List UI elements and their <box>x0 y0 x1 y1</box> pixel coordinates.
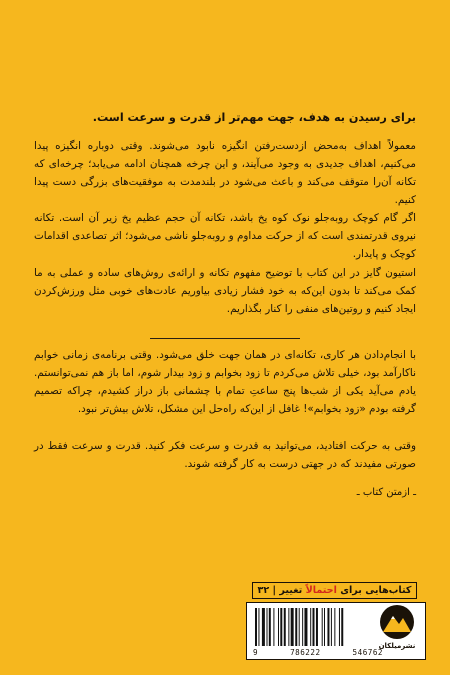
headline: برای رسیدن به هدف، جهت مهم‌تر از قدرت و سرعت است. <box>92 111 416 124</box>
isbn-group-1: 9 <box>253 648 259 657</box>
publisher-logo <box>372 604 422 652</box>
barcode-stripe <box>280 608 282 646</box>
section-divider <box>150 338 300 339</box>
series-accent-word: احتمالاً <box>305 585 337 596</box>
barcode-stripe <box>278 608 279 646</box>
isbn-group-2: 786222 <box>290 648 321 657</box>
barcode-stripe <box>273 608 274 646</box>
barcode-stripe <box>341 608 343 646</box>
barcode-stripe <box>262 608 265 646</box>
paragraph-4: با انجام‌دادن هر کاری، تکانه‌ای در همان جهت خلق می‌شود. وقتی برنامه‌ی زمانی خوابم ناکارآمد بود، خیلی تلاش می‌کردم تا زود بخوابم و زود بیدار شوم، اما باز هم نمی‌توانستم. یادم می‌آید یکی از شب‌ها پنج ساعتِ تمام با چشمانی باز دراز کشیدم، چراکه تصمیم گرفته بودم «زود بخوابم»! غافل از این‌که راه‌حل این مشکل، تلاش بیش‌تر نبود. <box>34 349 416 415</box>
paragraph-2: اگر گام کوچک روبه‌جلو نوک کوه یخ باشد، تکانه آن حجم عظیم یخ زیر آن است. تکانه نیروی قدرتمندی است که از حرکت مداوم و روبه‌جلو ناشی می‌شود؛ اثر تصاعدی اقدامات کوچک و پایدار. <box>34 212 416 260</box>
mountain-logo-icon <box>377 604 417 640</box>
barcode-stripe <box>269 608 271 646</box>
paragraph-1: معمولاً اهداف به‌محض ازدست‌رفتن انگیزه نابود می‌شوند. وقتی دوباره انگیزه پیدا می‌کنیم، اهداف جدیدی به وجود می‌آیند، و این چرخه همچنان ادامه می‌یابد؛ چرخه‌ای که تکانه آن‌را متوقف می‌کند و باعث می‌شود در بلندمدت به موفقیت‌های بزرگی دست پیدا کنیم. <box>34 140 416 206</box>
barcode-bars <box>255 608 383 646</box>
series-prefix: کتاب‌هایی برای <box>340 585 412 596</box>
barcode-stripe <box>310 608 311 646</box>
series-number: ۳۲ <box>257 585 270 596</box>
barcode-stripe <box>255 608 257 646</box>
barcode-stripe <box>324 608 325 646</box>
isbn-number <box>253 648 383 657</box>
barcode-stripe <box>313 608 315 646</box>
barcode-stripe <box>327 608 329 646</box>
isbn-group-3: 546762 <box>352 648 383 657</box>
paragraph-3: استیون گایز در این کتاب با توضیح مفهوم تکانه و ارائه‌ی روش‌های ساده و عملی به ما کمک می‌کند تا بدون این‌که به خود فشار زیادی بیاوریم عادت‌های خوبی مثل ورزش‌کردن ایجاد کنیم و روتین‌های منفی را کنار بگذاریم. <box>34 267 416 315</box>
barcode-stripe <box>288 608 289 646</box>
barcode-stripe <box>295 608 297 646</box>
barcode-stripe <box>299 608 300 646</box>
barcode-stripe <box>339 608 340 646</box>
source-attribution: ـ ازمتن کتاب ـ <box>356 487 416 498</box>
barcode-stripe <box>258 608 259 646</box>
barcode-stripe <box>334 608 335 646</box>
barcode-stripe <box>322 608 323 646</box>
paragraph-5: وقتی به حرکت افتادید، می‌توانید به قدرت و سرعت فکر کنید. قدرت و سرعت فقط در صورتی مفیدند که در جهتی درست به کار گرفته شوند. <box>34 440 416 470</box>
barcode-stripe <box>316 608 318 646</box>
barcode-stripe <box>331 608 332 646</box>
barcode-stripe <box>302 608 303 646</box>
barcode-stripe <box>291 608 294 646</box>
series-suffix: تغییر <box>279 585 303 596</box>
barcode-stripe <box>284 608 286 646</box>
barcode-stripe <box>304 608 307 646</box>
barcode-stripe <box>267 608 268 646</box>
publisher-name: نشرمیلکان <box>378 642 416 650</box>
series-label: کتاب‌هایی برای احتمالاً تغییر | ۳۲ <box>252 582 417 599</box>
